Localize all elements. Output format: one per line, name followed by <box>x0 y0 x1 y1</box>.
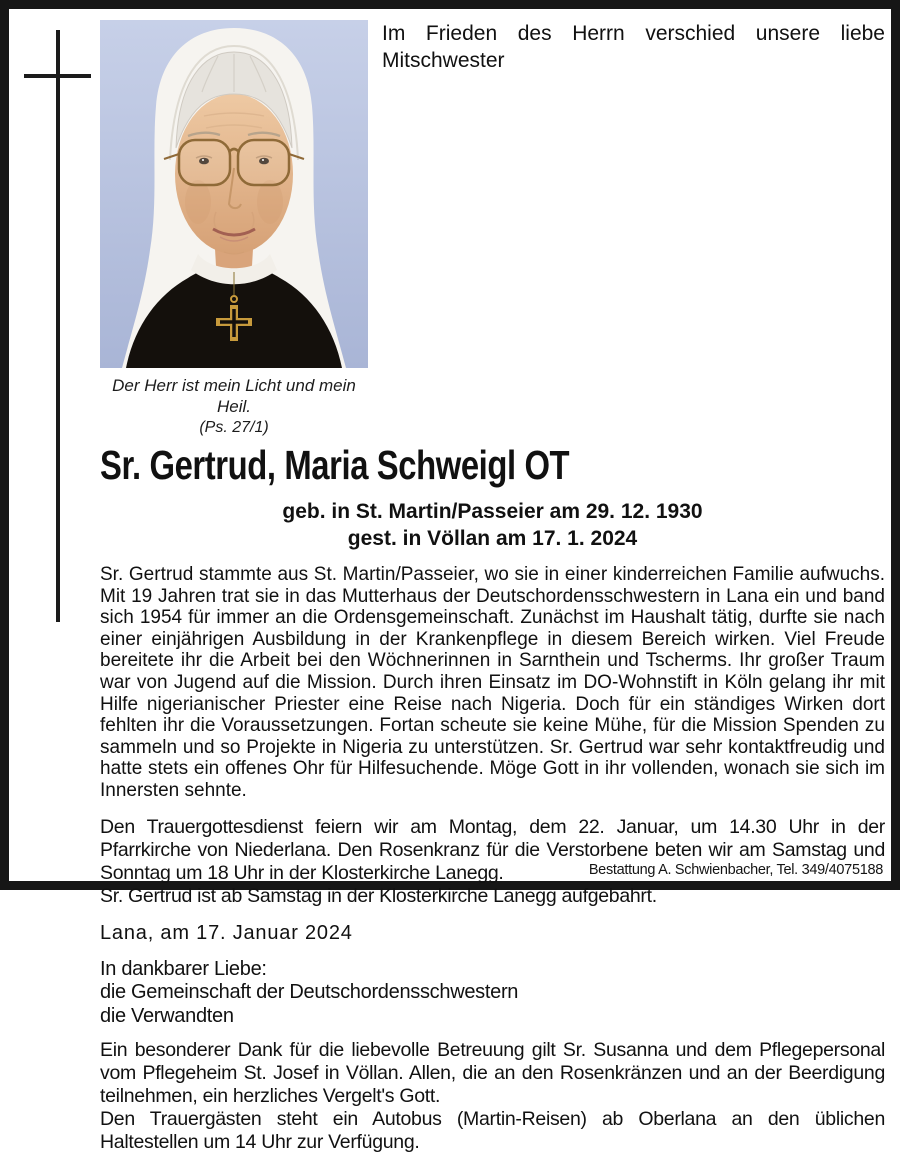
bus-info: Den Trauergästen steht ein Autobus (Martin-Reisen) ab Oberlana an den üblichen Haltestellen um 14 Uhr zur Verfügung. <box>100 1108 885 1154</box>
mourner-item: die Verwandten <box>100 1004 234 1027</box>
thanks-text: Ein besonderer Dank für die liebevolle Betreuung gilt Sr. Susanna und dem Pflegepersonal vom Pflegeheim St. Josef in Völlan. Allen, die an den Rosenkränzen und an der Beerdigung teilnehmen, ein herzliches Vergelt's Gott. <box>100 1039 885 1108</box>
photo-block <box>100 20 368 438</box>
intro-line: Im Frieden des Herrn verschied unsere liebe Mitschwester <box>382 22 885 72</box>
acknowledgements-block <box>100 1039 885 1154</box>
funeral-agency-credit: Bestattung A. Schwienbacher, Tel. 349/4075188 <box>588 862 883 878</box>
deceased-name-text: Sr. Gertrud, Maria Schweigl OT <box>100 442 570 488</box>
life-dates <box>100 498 885 552</box>
photo-caption-reference: (Ps. 27/1) <box>199 419 269 436</box>
photo-caption: Der Herr ist mein Licht und mein Heil. <box>112 376 356 416</box>
mourners-block <box>100 958 885 1029</box>
place-dateline: Lana, am 17. Januar 2024 <box>100 921 353 944</box>
death-line: gest. in Völlan am 17. 1. 2024 <box>347 527 638 550</box>
mourner-item: die Gemeinschaft der Deutschordensschwestern <box>100 981 519 1004</box>
service-times: Den Trauergottesdienst feiern wir am Montag, dem 22. Januar, um 14.30 Uhr in der Pfarrkirche von Niederlana. Den Rosenkranz für die Verstorbene beten wir am Samstag und Sonntag um 18 Uhr in der Klosterkirche Lanegg. <box>100 815 885 884</box>
portrait-photo <box>100 20 368 368</box>
mourners-heading: In dankbarer Liebe: <box>100 957 267 980</box>
birth-line: geb. in St. Martin/Passeier am 29. 12. 1930 <box>282 500 703 523</box>
biography-text: Sr. Gertrud stammte aus St. Martin/Passeier, wo sie in einer kinderreichen Familie aufwuchs. Mit 19 Jahren trat sie in das Mutterhaus der Deutschordensschwestern in Lana ein und band sich 1954 für immer an die Ordensgemeinschaft. Zunächst im Haushalt tätig, durfte sie nach einer einjährigen Ausbildung in der Krankenpflege in diesem Bereich wirken. Viel Freude bereitete ihr die Arbeit bei den Wöchnerinnen in Sarnthein und Tscherms. Ihr großer Traum war von Jugend auf die Mission. Durch ihren Einsatz im DO-Wohnstift in Köln gelang ihr mit Hilfe nigerianischer Priester eine Reise nach Nigeria. Doch für ein ständiges Wirken dort fehlten ihr die Voraussetzungen. Fortan scheute sie keine Mühe, für die Mission Spenden zu sammeln und so Projekte in Nigeria zu unterstützen. Sr. Gertrud war sehr kontaktfreudig und hatte stets ein offenes Ohr für Hilfesuchende. Möge Gott in ihr vollenden, wonach sie sich im Innersten sehnte. <box>100 564 885 801</box>
memorial-cross-icon <box>56 30 60 622</box>
laying-out-info: Sr. Gertrud ist ab Samstag in der Klosterkirche Lanegg aufgebahrt. <box>100 884 657 907</box>
memorial-cross-icon-bar <box>24 74 91 78</box>
